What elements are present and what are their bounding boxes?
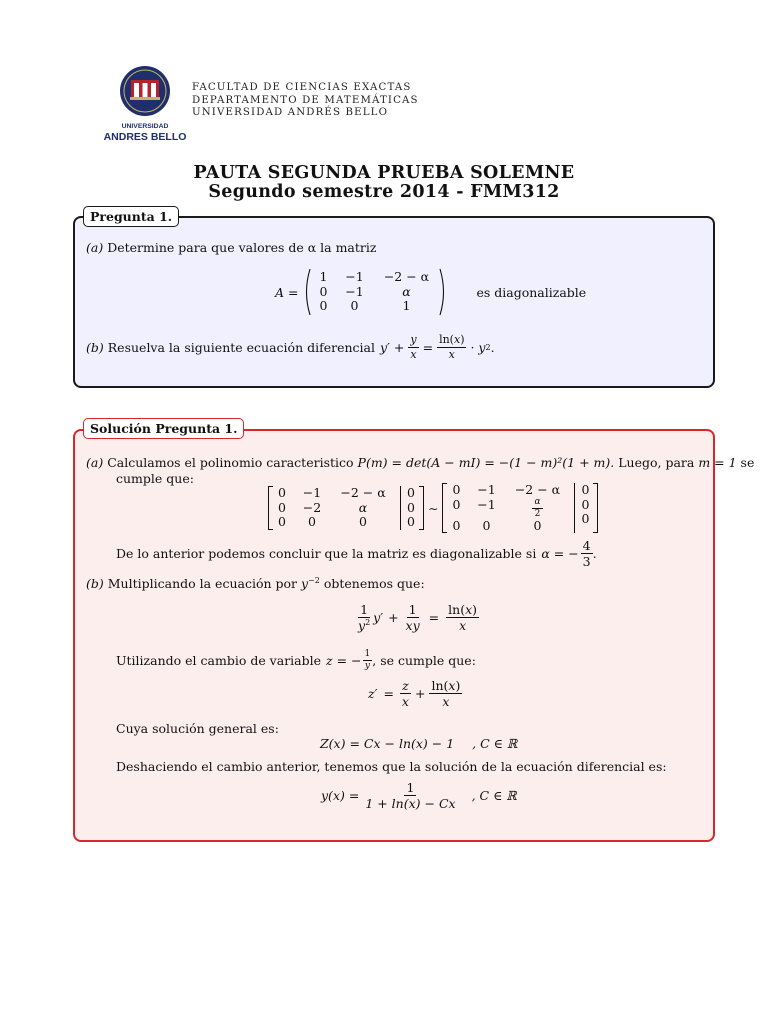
question-part-a-statement: Determine para que valores de α la matriz [107, 240, 377, 255]
matrix-a [316, 270, 434, 314]
institution-block [192, 82, 419, 120]
matrix-cell: 0 [278, 514, 286, 530]
question-part-a-label: (a) [86, 240, 104, 255]
solution-text: , se cumple que: [372, 653, 476, 669]
fraction-ln-x-over-x: $\frac{\ln(x)}{x}$ [431, 678, 461, 710]
matrix-cell: −1 [477, 496, 496, 512]
institution-line-university: UNIVERSIDAD ANDRÉS BELLO [192, 107, 389, 118]
augmented-matrix-right [442, 483, 598, 533]
matrix-cell: α [402, 283, 411, 299]
page-title [0, 164, 768, 202]
matrix-cell: −1 [345, 269, 364, 285]
fraction-1-over-xy: $\frac{1}{xy}$ [405, 602, 420, 634]
matrix-cell: 0 [581, 496, 590, 512]
matrix-cell: 0 [452, 517, 461, 533]
solution-general-text: Cuya solución general es: [116, 721, 279, 736]
fraction-ln-x-over-x: $\frac{\ln(x)}{x}$ [448, 602, 478, 634]
equivalence-symbol: ∼ [428, 500, 439, 516]
matrix-suffix: es diagonalizable [476, 284, 587, 300]
fraction-4-over-3: $\frac{4}{3}$ [582, 538, 591, 570]
solution-part-a-line-1 [86, 455, 754, 470]
question-part-b-label: (b) [86, 339, 104, 355]
condition-m: m = 1 [698, 455, 737, 470]
constant-domain: , C ∈ ℝ [472, 736, 518, 751]
matrix-cell: −2 − α [340, 485, 386, 501]
question-part-a-text [86, 240, 376, 255]
solution-text: se [740, 455, 755, 470]
matrix-cell: −1 [477, 482, 496, 497]
solution-part-a-conclusion: De lo anterior podemos concluir que la matriz es diagonalizable si α = − $\frac{4}{3}$ . [116, 538, 597, 570]
general-solution [320, 736, 517, 751]
matrix-cell: 0 [319, 298, 328, 314]
general-formula: Z(x) = Cx − ln(x) − 1 [320, 736, 455, 751]
paren-right-icon [438, 268, 448, 316]
solution-text: Calculamos el polinomio caracteristico [107, 455, 354, 470]
final-constant-domain: , C ∈ ℝ [471, 788, 517, 804]
solution-part-a-label: (a) [86, 455, 104, 470]
matrix-cell: 0 [319, 283, 328, 299]
matrix-cell: 0 [308, 514, 316, 530]
solution-text: Utilizando el cambio de variable [116, 653, 322, 669]
matrix-cell: 0 [350, 298, 359, 314]
fraction-alpha-over-2: $\frac{\alpha}{2}$ [534, 496, 541, 519]
solution-part-b-label: (b) [86, 576, 104, 592]
matrix-cell: 0 [359, 514, 367, 530]
matrix-cell: α [358, 499, 368, 515]
institution-line-department: DEPARTAMENTO DE MATEMÁTICAS [192, 94, 419, 106]
conclusion-text: De lo anterior podemos concluir que la matriz es diagonalizable si [116, 546, 537, 562]
matrix-cell: 0 [407, 485, 415, 501]
logo-text-1: UNIVERSIDAD [121, 123, 169, 130]
solution-tag: Solución Pregunta 1. [83, 418, 244, 439]
fraction-ln-x-over-x: $\frac{\ln(x)}{x}$ [439, 333, 465, 361]
solution-text: obtenemos que: [323, 576, 425, 592]
matrix-cell: 0 [581, 511, 590, 526]
matrix-cell: −2 [302, 499, 322, 515]
matrix-cell: 0 [581, 482, 590, 497]
solution-part-a-line-2: cumple que: [116, 471, 194, 486]
question-matrix-equation [275, 268, 586, 316]
matrix-cell: −2 − α [514, 482, 561, 497]
fraction-y-over-x: $\frac{y}{x}$ [410, 333, 417, 361]
final-numerator: 1 [406, 780, 415, 795]
solution-text: Luego, para [618, 455, 695, 470]
matrix-cell: 0 [482, 517, 491, 533]
augmented-matrix-left [268, 486, 424, 530]
matrix-cell: 0 [452, 496, 461, 512]
paren-left-icon [302, 268, 312, 316]
fraction-z-over-x: $\frac{z}{x}$ [401, 678, 409, 710]
question-part-b: (b) Resuelva la siguiente ecuación diferencial y′ + $\frac{y}{x}$ = $\frac{\ln(x)}{x}$ · y 2 . [86, 333, 495, 361]
matrix-cell: −2 − α [383, 269, 430, 285]
equation-z-prime: z′ = $\frac{z}{x}$ + $\frac{\ln(x)}{x}$ [368, 678, 461, 710]
fraction-1-over-y2: $\frac{1}{y^2}$ [358, 602, 371, 634]
matrix-cell: 1 [319, 269, 328, 285]
institution-line-faculty: FACULTAD DE CIENCIAS EXACTAS [192, 82, 412, 93]
matrix-cell: 0 [407, 499, 415, 515]
solution-part-b-change: Utilizando el cambio de variable z = − $\frac{1}{y}$ , se cumple que: [116, 649, 476, 672]
question-tag: Pregunta 1. [83, 206, 179, 227]
matrix-cell: 0 [407, 514, 415, 530]
differential-equation: y′ + [380, 339, 405, 355]
final-denominator: 1 + ln(x) − Cx [365, 796, 456, 812]
augmented-matrices [268, 483, 598, 533]
final-solution [321, 781, 517, 810]
final-fraction [363, 781, 457, 810]
matrix-cell: 0 [533, 517, 542, 533]
matrix-lhs: A = [275, 284, 299, 300]
question-part-b-statement: Resuelva la siguiente ecuación diferencial [107, 339, 375, 355]
characteristic-polynomial: P(m) = det(A − mI) = −(1 − m)²(1 + m). [357, 455, 615, 470]
matrix-cell: 0 [278, 499, 286, 515]
logo-text-2: ANDRES BELLO [104, 131, 186, 143]
university-logo [104, 62, 186, 148]
title-line-1: PAUTA SEGUNDA PRUEBA SOLEMNE [193, 163, 575, 183]
matrix-cell: 0 [452, 482, 461, 497]
final-lhs: y(x) = [321, 788, 360, 804]
matrix-cell: 1 [402, 298, 411, 314]
matrix-cell: −1 [302, 485, 322, 501]
solution-undo-text: Deshaciendo el cambio anterior, tenemos que la solución de la ecuación diferencial es: [116, 759, 667, 774]
matrix-cell: −1 [345, 283, 364, 299]
fraction-1-over-y: $\frac{1}{y}$ [364, 649, 371, 672]
equation-after-multiply: $\frac{1}{y^2}$ y′ + $\frac{1}{xy}$ = $\frac{\ln(x)}{x}$ [358, 602, 478, 634]
solution-text: Multiplicando la ecuación por [107, 576, 297, 592]
matrix-cell: 0 [278, 485, 286, 501]
title-line-2: Segundo semestre 2014 - FMM312 [208, 182, 560, 202]
solution-part-b-line-1: (b) Multiplicando la ecuación por $y^{-2}$ obtenemos que: [86, 576, 425, 592]
